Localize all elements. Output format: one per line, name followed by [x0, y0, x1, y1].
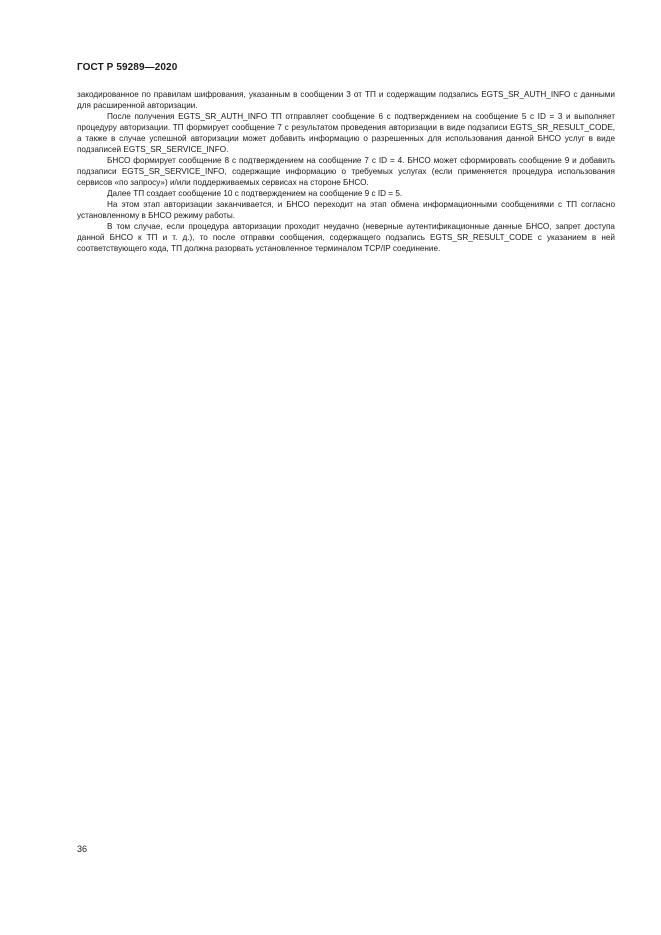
document-body — [77, 89, 615, 254]
paragraph-auth-failure: В том случае, если процедура авторизации проходит неудачно (неверные аутентификационные данные БНСО, запрет доступа данной БНСО к ТП и т. д.), то после отправки сообщения, содержащего подзапись EGTS_SR_RESULT_CODE с указанием в ней соответствующего кода, ТП должна разорвать установленное терминалом TCP/IP соединение. — [77, 222, 615, 253]
paragraph-continuation: закодированное по правилам шифрования, указанным в сообщении 3 от ТП и содержащим подзапись EGTS_SR_AUTH_INFO с данными для расширенной авторизации. — [77, 90, 615, 110]
page-number: 36 — [77, 844, 88, 854]
paragraph-bnso-message-8: БНСО формирует сообщение 8 с подтверждением на сообщение 7 с ID = 4. БНСО может сформировать сообщение 9 и добавить подзаписи EGTS_SR_SERVICE_INFO, содержащие информацию о требуемых услугах (если применяется процедура использования сервисов «по запросу») и/или поддерживаемых сервисах на стороне БНСО. — [77, 156, 615, 187]
paragraph-auth-complete: На этом этап авторизации заканчивается, и БНСО переходит на этап обмена информационными сообщениями с ТП согласно установленному в БНСО режиму работы. — [77, 200, 615, 220]
paragraph-auth-procedure: После получения EGTS_SR_AUTH_INFO ТП отправляет сообщение 6 с подтверждением на сообщение 5 с ID = 3 и выполняет процедуру авторизации. ТП формирует сообщение 7 с результатом проведения авторизации в виде подзаписи EGTS_SR_RESULT_CODE, а также в случае успешной авторизации может добавить информацию о разрешенных для использования данной БНСО услуг в виде подзаписей EGTS_SR_SERVICE_INFO. — [77, 112, 615, 154]
document-header: ГОСТ Р 59289—2020 — [77, 62, 178, 73]
paragraph-message-10: Далее ТП создает сообщение 10 с подтверждением на сообщение 9 с ID = 5. — [107, 189, 403, 198]
